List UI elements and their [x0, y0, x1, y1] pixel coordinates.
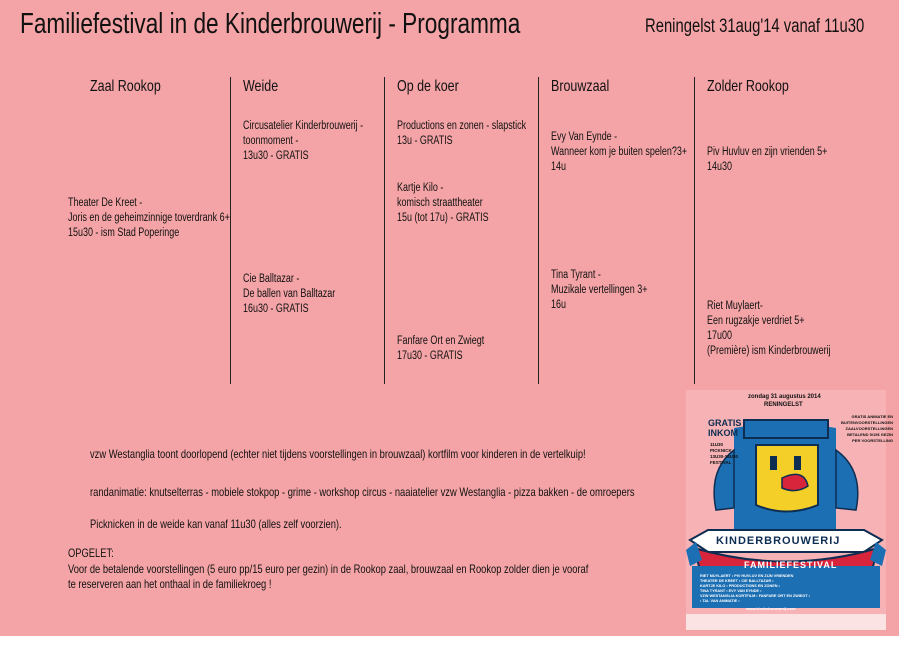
poster-times: 11U30 PICKNICK 13U30-18U30 FESTIVAL	[710, 442, 739, 465]
column-header-zolder-rookop: Zolder Rookop	[707, 78, 789, 95]
note-picknick: Picknicken in de weide kan vanaf 11u30 (alles zelf voorzien).	[90, 517, 342, 531]
event-kartje-kilo: Kartje Kilo - komisch straattheater 15u (tot 17u) - GRATIS	[397, 182, 489, 224]
event-piv-huvluv: Piv Huvluv en zijn vrienden 5+ 14u30	[707, 146, 828, 173]
poster-url: www.kinderbrouwerij.com	[746, 606, 796, 611]
note-randanimatie: randanimatie: knutselterras - mobiele stokpop - grime - workshop circus - naaiatelier vzw Westanglia - pizza bakken - de omroepers	[90, 485, 635, 499]
location-date: Reningelst 31aug'14 vanaf 11u30	[645, 16, 865, 37]
column-header-weide: Weide	[243, 78, 279, 95]
column-divider	[538, 77, 539, 384]
event-fanfare-ort-en-zwiegt: Fanfare Ort en Zwiegt 17u30 - GRATIS	[397, 335, 485, 362]
poster-right-text: GRATIS ANIMATIE EN BUITENVOORSTELLINGEN ZAALVOORSTELLINGEN BETALEND 5/15€ GEZIN PER VOORSTELLING	[841, 414, 894, 443]
column-divider	[230, 77, 231, 384]
event-productions-en-zonen: Productions en zonen - slapstick 13u - GRATIS	[397, 120, 527, 147]
poster-lineup: RIET MUYLAERT • PIV HUVLUV EN ZIJN VRIENDEN THEATER DE KREET • CIE BALLTAZAR • KARTJE KILO • PRODUCTIONS EN ZONEN • TINA TYRANT • EVY VAN EYNDE • VZW WESTANGLIA KORTFILM • FANFARE ORT EN ZWIEGT • • TAL VAN ANIMATIE •	[700, 574, 811, 603]
column-header-brouwzaal: Brouwzaal	[551, 78, 610, 95]
opgelet-line: Voor de betalende voorstellingen (5 euro pp/15 euro per gezin) in de Rookop zaal, brouwzaal en Rookop zolder dien je vooraf	[68, 561, 589, 576]
page-title: Familiefestival in de Kinderbrouwerij - Programma	[20, 8, 521, 40]
event-theater-de-kreet: Theater De Kreet - Joris en de geheimzinnige toverdrank 6+ 15u30 - ism Stad Poperinge	[68, 197, 230, 239]
event-cie-balltazar: Cie Balltazar - De ballen van Balltazar 16u30 - GRATIS	[243, 273, 336, 315]
note-westanglia: vzw Westanglia toont doorlopend (echter niet tijdens voorstellingen in brouwzaal) kortfilm voor kinderen in de vertelkuip!	[90, 447, 586, 461]
poster-gratis: GRATIS	[708, 418, 742, 428]
poster-place: RENINGELST	[764, 402, 803, 408]
column-header-zaal-rookop: Zaal Rookop	[90, 78, 161, 95]
opgelet-title: OPGELET:	[68, 546, 114, 560]
poster-banner-bottom: FAMILIEFESTIVAL	[744, 560, 838, 570]
column-divider	[384, 77, 385, 384]
event-tina-tyrant: Tina Tyrant - Muzikale vertellingen 3+ 16u	[551, 269, 648, 311]
event-riet-muylaert: Riet Muylaert- Een rugzakje verdriet 5+ 17u00 (Première) ism Kinderbrouwerij	[707, 300, 831, 357]
poster-inkom: INKOM	[708, 428, 738, 438]
event-circusatelier: Circusatelier Kinderbrouwerij - toonmoment - 13u30 - GRATIS	[243, 120, 364, 162]
poster-banner-top: KINDERBROUWERIJ	[716, 535, 841, 547]
festival-poster	[686, 390, 894, 630]
column-divider	[694, 77, 695, 384]
poster-date: zondag 31 augustus 2014	[748, 394, 821, 400]
column-header-op-de-koer: Op de koer	[397, 78, 459, 95]
note-opgelet	[68, 546, 588, 593]
opgelet-line: te reserveren aan het onthaal in de familiekroeg !	[68, 577, 272, 591]
event-evy-van-eynde: Evy Van Eynde - Wanneer kom je buiten spelen?3+ 14u	[551, 131, 688, 173]
